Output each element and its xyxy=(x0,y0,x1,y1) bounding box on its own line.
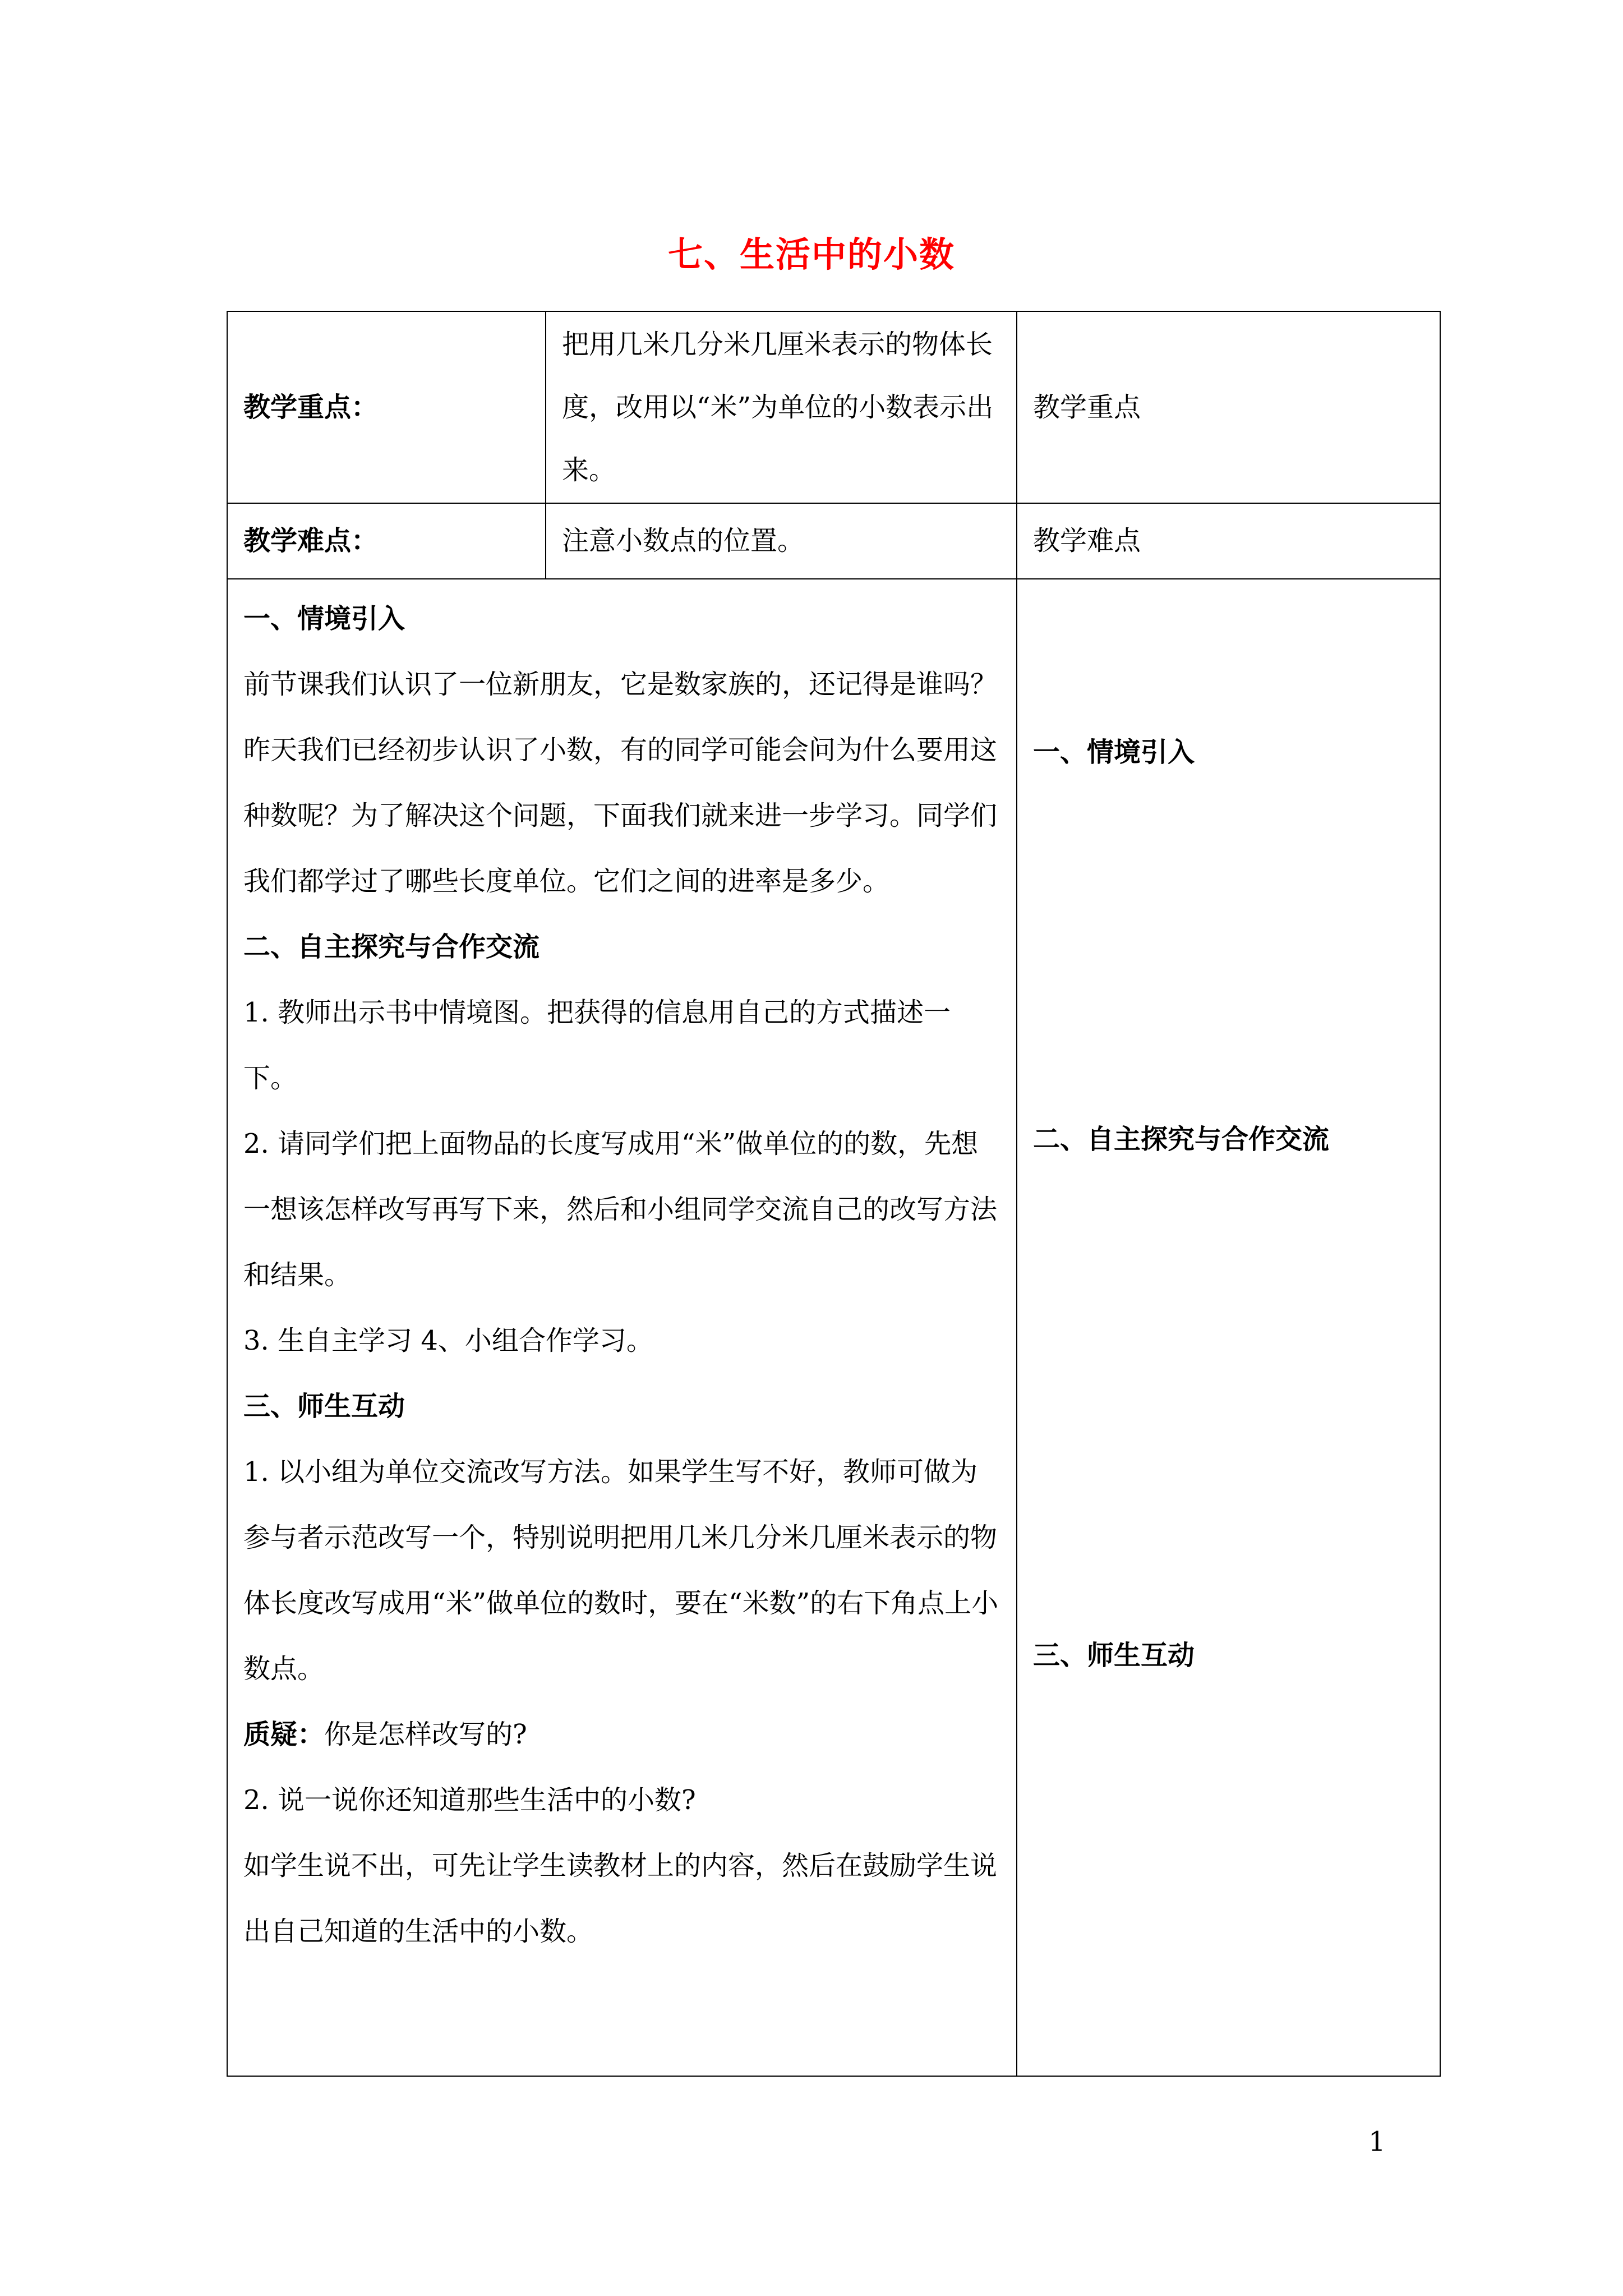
lesson-plan-table xyxy=(227,311,1441,2077)
question-text: 你是怎样改写的? xyxy=(324,1719,527,1750)
key-points-label: 教学重点： xyxy=(227,311,546,503)
section-heading-intro: 一、情境引入 xyxy=(243,603,405,634)
difficulties-label: 教学难点： xyxy=(227,503,546,579)
difficulties-side: 教学难点 xyxy=(1017,503,1440,579)
explore-item-3: 3. 生自主学习 4、小组合作学习。 xyxy=(243,1325,653,1356)
process-content xyxy=(227,579,1017,2076)
section-heading-explore: 二、自主探究与合作交流 xyxy=(243,931,540,963)
interaction-item-1: 1. 以小组为单位交流改写方法。如果学生写不好，教师可做为参与者示范改写一个，特别说明把用几米几分米几厘米表示的物体长度改写成用“米”做单位的数时，要在“米数”的右下角点上小数点。 xyxy=(243,1456,999,1685)
side-section-intro: 一、情境引入 xyxy=(1033,737,1195,768)
intro-text: 前节课我们认识了一位新朋友，它是数家族的，还记得是谁吗？昨天我们已经初步认识了小数，有的同学可能会问为什么要用这种数呢？为了解决这个问题，下面我们就来进一步学习。同学们我们都学过了哪些长度单位。它们之间的进率是多少。 xyxy=(243,669,998,897)
table-row-key-points xyxy=(227,311,1440,503)
explore-item-1: 1. 教师出示书中情境图。把获得的信息用自己的方式描述一下。 xyxy=(243,997,951,1094)
page-number: 1 xyxy=(1368,2126,1386,2157)
key-points-side: 教学重点 xyxy=(1017,311,1440,503)
interaction-item-2: 2. 说一说你还知道那些生活中的小数? xyxy=(243,1784,696,1816)
side-section-interaction: 三、师生互动 xyxy=(1033,1640,1195,1671)
explore-item-2: 2. 请同学们把上面物品的长度写成用“米”做单位的的数，先想一想该怎样改写再写下来，然后和小组同学交流自己的改写方法和结果。 xyxy=(243,1128,998,1291)
table-row-process xyxy=(227,579,1440,2076)
question-label: 质疑： xyxy=(243,1719,325,1750)
page-title: 七、生活中的小数 xyxy=(667,234,955,275)
key-points-content: 把用几米几分米几厘米表示的物体长度，改用以“米”为单位的小数表示出来。 xyxy=(546,311,1017,503)
question-line xyxy=(243,1702,1000,1768)
section-heading-interaction: 三、师生互动 xyxy=(243,1391,405,1422)
interaction-text: 如学生说不出，可先让学生读教材上的内容，然后在鼓励学生说出自己知道的生活中的小数。 xyxy=(243,1850,998,1947)
table-row-difficulties xyxy=(227,503,1440,579)
process-side xyxy=(1017,579,1440,2076)
side-section-explore: 二、自主探究与合作交流 xyxy=(1033,1124,1330,1155)
difficulties-content: 注意小数点的位置。 xyxy=(546,503,1017,579)
